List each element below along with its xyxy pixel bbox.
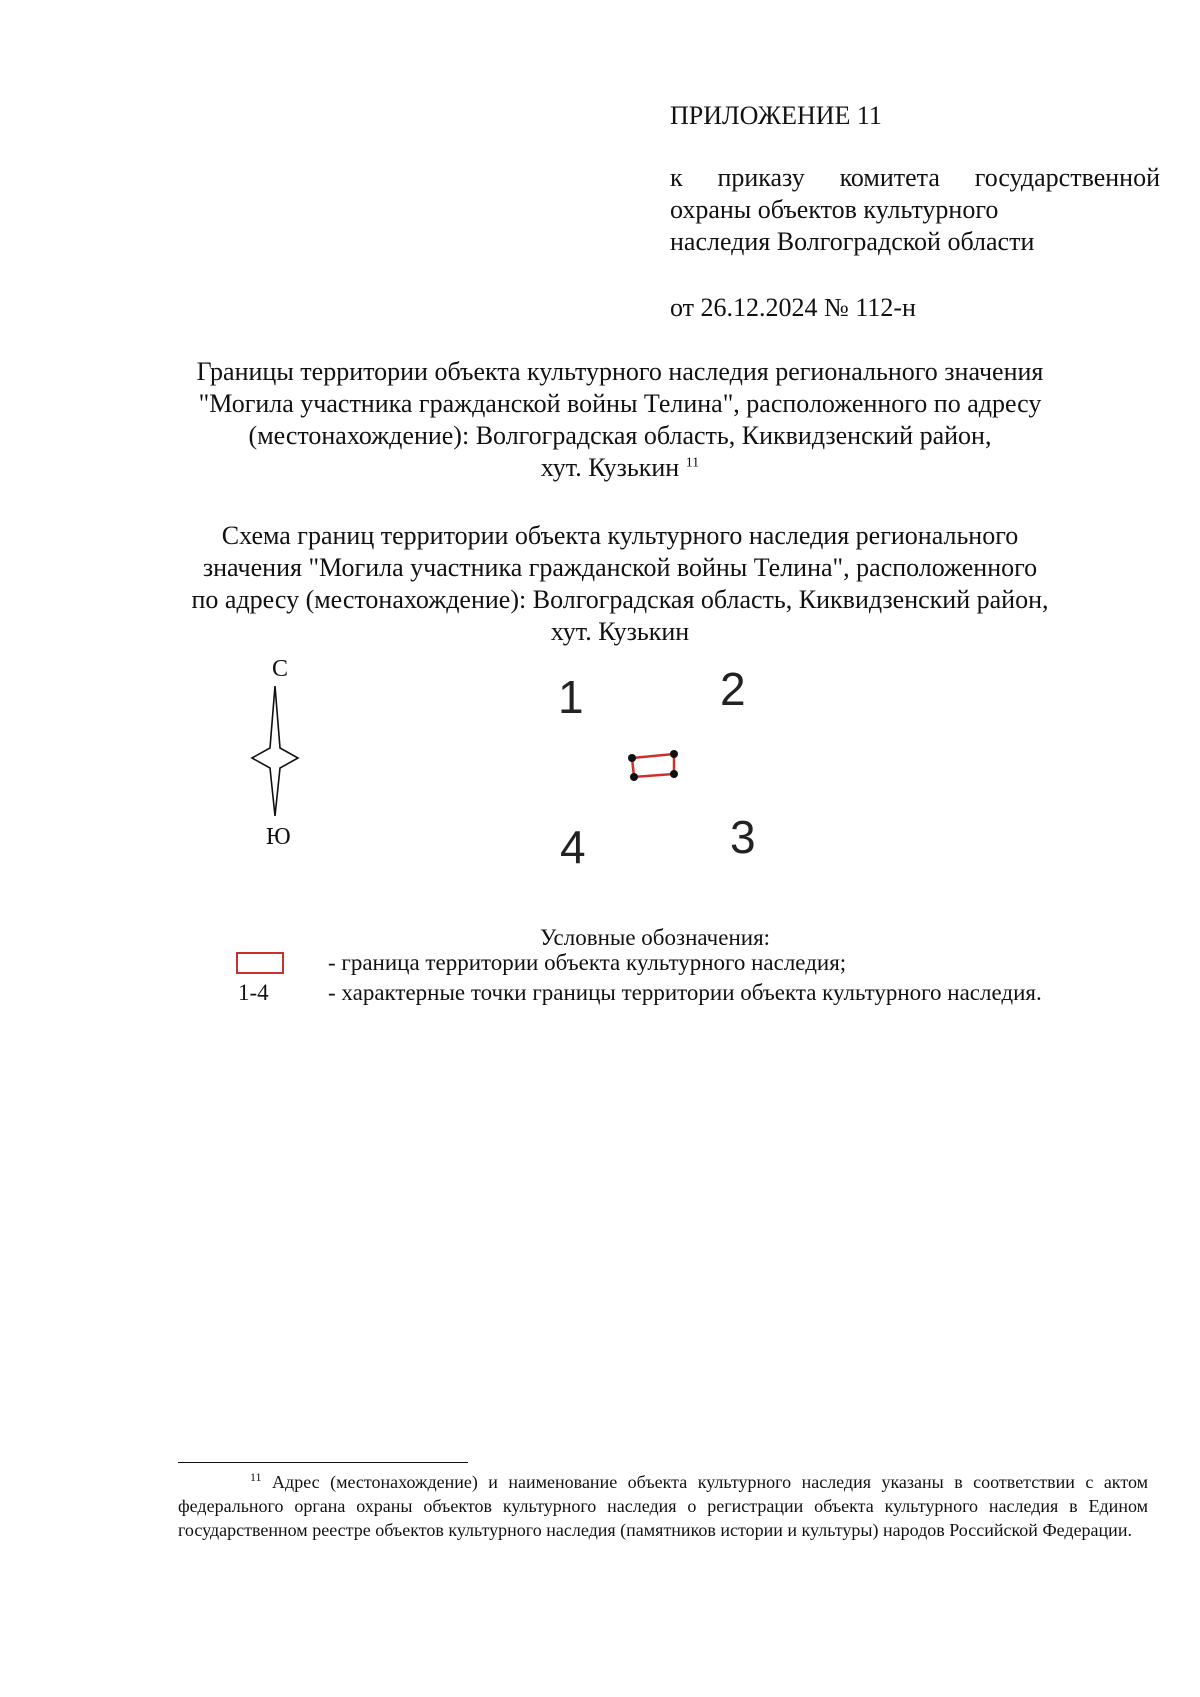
point-label-4: 4 bbox=[560, 821, 586, 873]
legend-title: Условные обозначения: bbox=[540, 925, 771, 950]
boundary-point-1 bbox=[628, 754, 636, 762]
heading-line: "Могила участника гражданской войны Телина", расположенного по адресу bbox=[198, 389, 1042, 418]
legend-boundary-description: - граница территории объекта культурного наследия; bbox=[328, 950, 847, 975]
boundaries-heading bbox=[160, 356, 1080, 484]
boundary-symbol-icon bbox=[236, 952, 284, 974]
heading-line: хут. Кузькин bbox=[540, 453, 680, 482]
legend-points-symbol: 1-4 bbox=[238, 980, 269, 1005]
annex-reference bbox=[670, 162, 1160, 258]
footnote-text: Адрес (местонахождение) и наименование объекта культурного наследия указаны в соответствии с актом федерального органа охраны объектов культурного наследия о регистрации объекта культурного наследия в Едином государственном реестре объектов культурного наследия (памятников истории и культуры) народов Российской Федерации. bbox=[178, 1472, 1148, 1540]
compass-rose-icon bbox=[250, 686, 300, 816]
footnote-separator bbox=[178, 1462, 468, 1463]
heading-line: (местонахождение): Волгоградская область, Киквидзенский район, bbox=[248, 421, 992, 450]
annex-date: от 26.12.2024 № 112-н bbox=[670, 293, 916, 322]
territory-boundary bbox=[632, 754, 674, 777]
territory-boundary-plot bbox=[626, 748, 682, 784]
footnote-mark: 11 bbox=[250, 1470, 262, 1484]
scheme-heading bbox=[160, 520, 1080, 648]
annex-word: комитета bbox=[839, 163, 940, 192]
annex-header bbox=[670, 100, 1160, 324]
annex-title: ПРИЛОЖЕНИЕ 11 bbox=[670, 101, 882, 130]
legend-points-description: - характерные точки границы территории объекта культурного наследия. bbox=[328, 980, 1042, 1005]
point-label-1: 1 bbox=[558, 671, 584, 723]
annex-word: приказу bbox=[717, 163, 805, 192]
point-label-2: 2 bbox=[720, 663, 746, 715]
boundary-point-2 bbox=[670, 750, 678, 758]
annex-word: к bbox=[670, 163, 683, 192]
compass-south-label: Ю bbox=[266, 824, 291, 850]
point-label-3: 3 bbox=[730, 811, 756, 863]
footnote-reference[interactable]: 11 bbox=[685, 455, 700, 471]
compass-north-label: С bbox=[272, 656, 289, 682]
annex-reference-line-2: охраны объектов культурного bbox=[670, 195, 999, 224]
heading-line: значения "Могила участника гражданской войны Телина", расположенного bbox=[202, 553, 1038, 582]
heading-line: по адресу (местонахождение): Волгоградская область, Киквидзенский район, bbox=[191, 585, 1049, 614]
heading-line: Схема границ территории объекта культурного наследия регионального bbox=[221, 521, 1019, 550]
boundary-scheme bbox=[0, 640, 1200, 890]
boundary-point-4 bbox=[630, 773, 638, 781]
heading-line: Границы территории объекта культурного наследия регионального значения bbox=[196, 357, 1044, 386]
boundary-point-3 bbox=[670, 770, 678, 778]
annex-reference-line-1 bbox=[670, 162, 1160, 194]
annex-word: государственной bbox=[974, 163, 1160, 192]
heading-line-with-footnote bbox=[160, 452, 1080, 484]
heading-line: хут. Кузькин bbox=[550, 617, 690, 646]
annex-reference-line-3: наследия Волгоградской области bbox=[670, 227, 1035, 256]
footnote bbox=[178, 1470, 1148, 1542]
